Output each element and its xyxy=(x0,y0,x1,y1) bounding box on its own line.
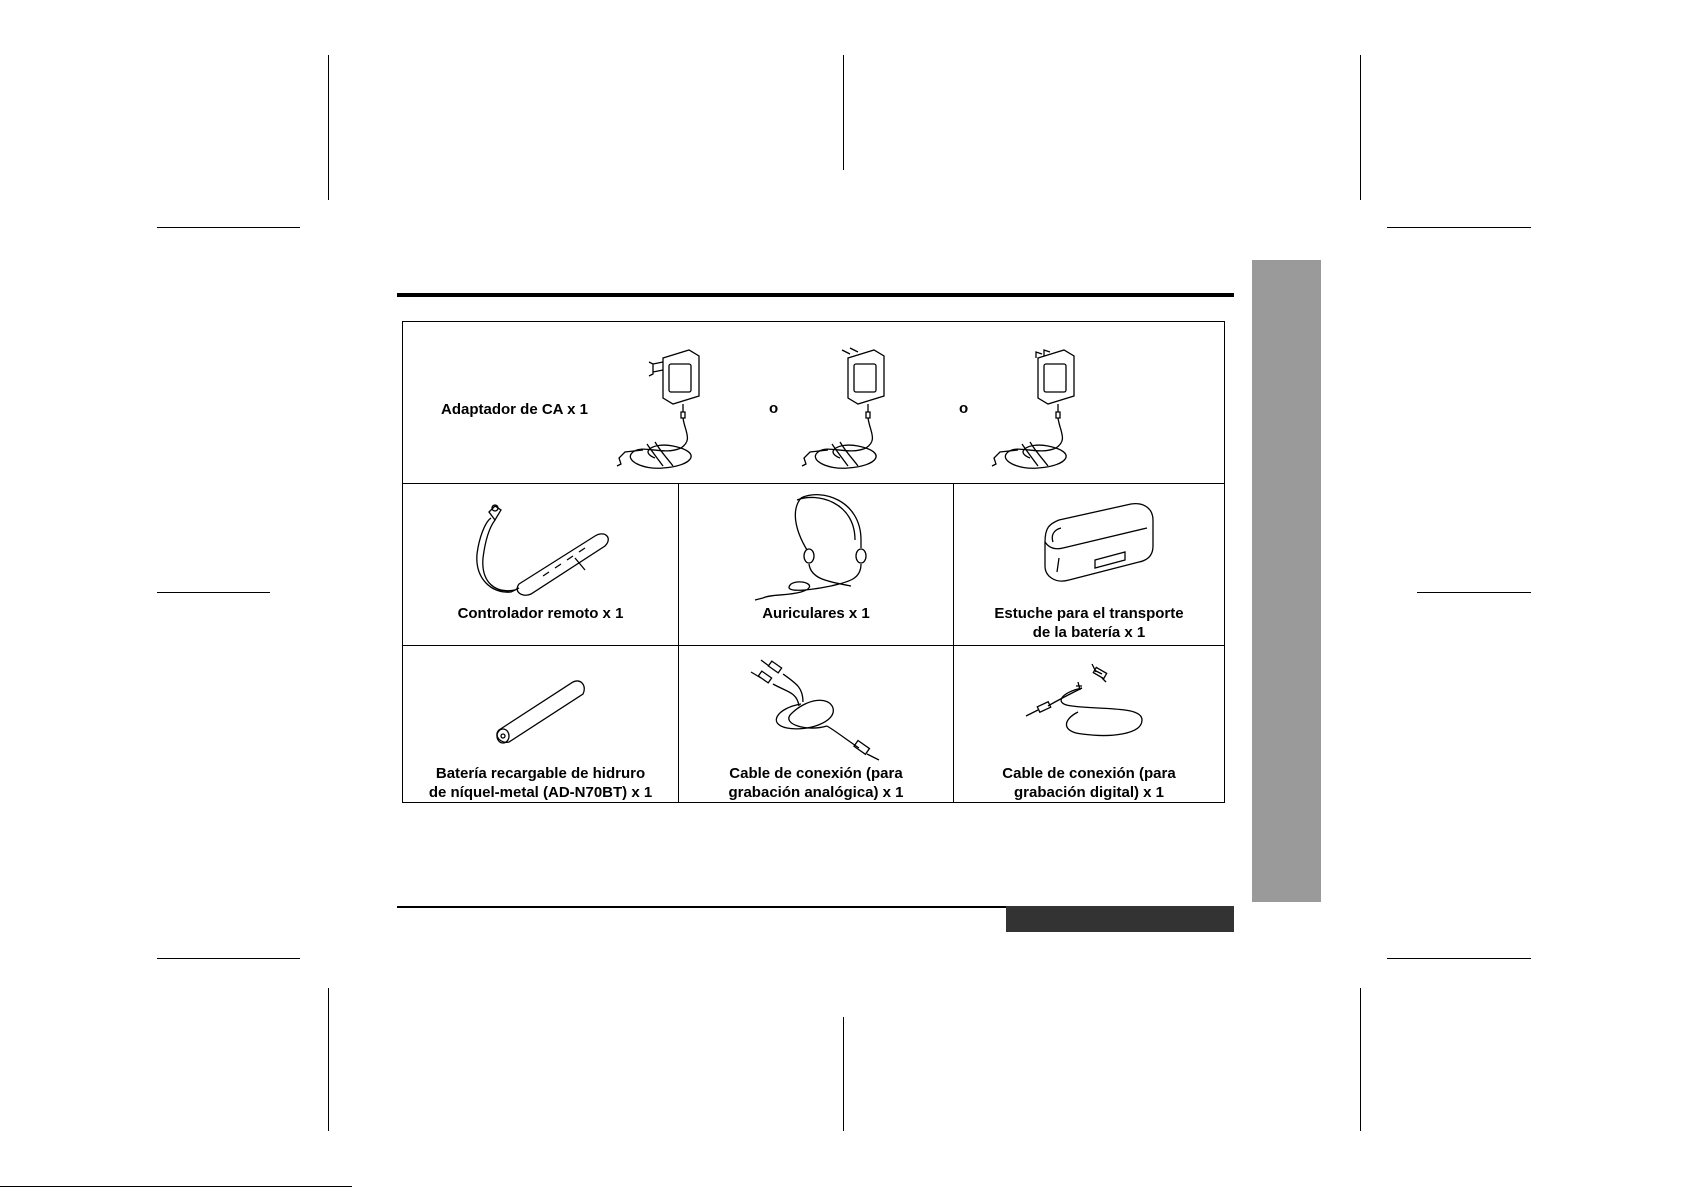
ac-adapter-flat-pin-icon xyxy=(788,340,918,475)
remote-controller-label: Controlador remoto x 1 xyxy=(457,605,624,622)
crop-mark xyxy=(157,227,300,228)
rechargeable-battery-icon xyxy=(491,674,591,744)
battery-case-cell xyxy=(953,484,1224,645)
battery-case-icon xyxy=(1039,498,1159,588)
accessories-row-2 xyxy=(403,484,1224,646)
remote-controller-icon xyxy=(455,498,615,598)
crop-mark xyxy=(328,988,329,1131)
battery-case-label: Estuche para el transporte de la batería x 1 xyxy=(994,605,1184,641)
analog-cable-cell xyxy=(678,646,953,802)
digital-cable-icon xyxy=(1022,660,1152,750)
analog-cable-label: Cable de conexión (para grabación analógica) x 1 xyxy=(728,765,904,801)
accessories-table xyxy=(402,321,1225,803)
ac-adapter-us-plug-icon xyxy=(978,340,1108,475)
header-rule xyxy=(397,293,1234,297)
accessories-row-3 xyxy=(403,646,1224,802)
crop-mark xyxy=(157,958,300,959)
headphones-cell xyxy=(678,484,953,645)
crop-mark xyxy=(843,55,844,170)
ac-adapter-label: Adaptador de CA x 1 xyxy=(441,401,588,418)
side-tab xyxy=(1252,260,1321,902)
crop-mark xyxy=(1387,958,1531,959)
separator-o: o xyxy=(769,400,779,417)
crop-mark xyxy=(843,1017,844,1131)
ac-adapter-row xyxy=(403,322,1224,484)
footer-bar xyxy=(1006,906,1234,932)
analog-cable-icon xyxy=(747,652,887,762)
ac-adapter-round-pin-icon xyxy=(603,340,733,475)
remote-controller-cell xyxy=(403,484,678,645)
crop-mark xyxy=(1387,227,1531,228)
crop-mark xyxy=(1360,988,1361,1131)
crop-mark xyxy=(157,592,270,593)
crop-mark xyxy=(1417,592,1531,593)
crop-mark xyxy=(1360,55,1361,200)
crop-mark xyxy=(0,1186,352,1187)
rechargeable-battery-label: Batería recargable de hidruro de níquel-metal (AD-N70BT) x 1 xyxy=(428,765,653,801)
digital-cable-label: Cable de conexión (para grabación digital) x 1 xyxy=(1002,765,1176,801)
headphones-icon xyxy=(751,490,891,602)
rechargeable-battery-cell xyxy=(403,646,678,802)
separator-o: o xyxy=(959,400,969,417)
digital-cable-cell xyxy=(953,646,1224,802)
crop-mark xyxy=(328,55,329,200)
headphones-label: Auriculares x 1 xyxy=(762,605,870,622)
